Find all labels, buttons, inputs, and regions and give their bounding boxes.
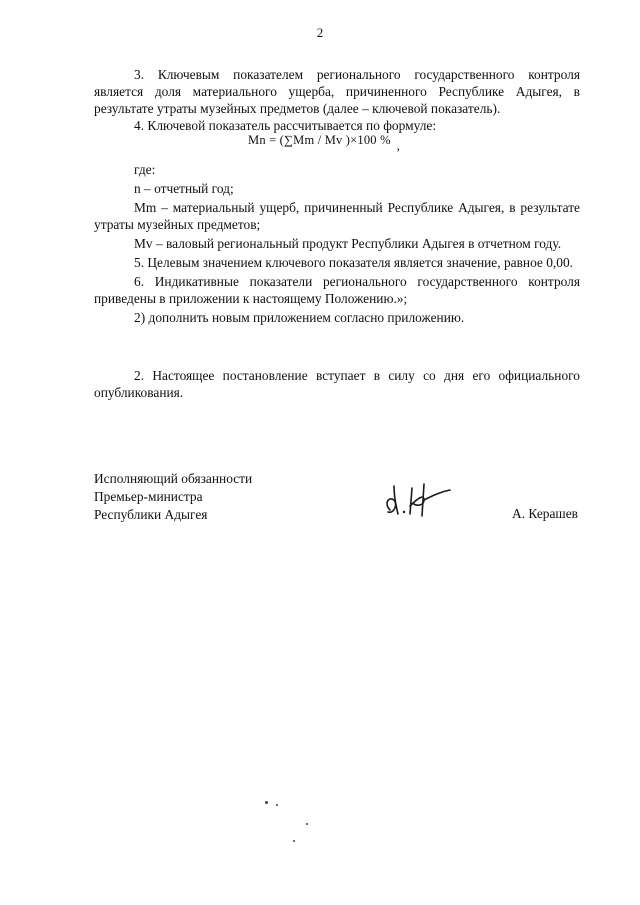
paragraph-4: 4. Ключевой показатель рассчитывается по формуле: bbox=[134, 118, 437, 133]
signatory-line-2: Премьер-министра bbox=[94, 489, 203, 504]
final-paragraph: 2. Настоящее постановление вступает в силу со дня его официального опубликования. bbox=[94, 368, 580, 400]
formula bbox=[248, 133, 401, 153]
definitions-block bbox=[94, 161, 580, 326]
scan-speck bbox=[265, 801, 268, 804]
signatory-name: А. Керашев bbox=[512, 506, 578, 521]
formula-comma: , bbox=[396, 139, 401, 153]
paragraph-3-4 bbox=[94, 66, 580, 134]
page-number: 2 bbox=[316, 25, 324, 40]
where-label: где: bbox=[134, 162, 156, 177]
formula-text: Мn = (∑Мm / Мv )×100 % bbox=[248, 133, 391, 147]
paragraph-3: 3. Ключевым показателем регионального государственного контроля является доля материального ущерба, причиненного Республике Адыгея, в результате утраты музейных предметов (далее – ключевой показатель). bbox=[94, 67, 580, 116]
signatory-line-3: Республики Адыгея bbox=[94, 507, 208, 522]
scan-speck bbox=[293, 840, 295, 842]
scan-speck bbox=[276, 804, 278, 806]
paragraph-5: 5. Целевым значением ключевого показателя является значение, равное 0,00. bbox=[134, 255, 573, 270]
signatory-line-1: Исполняющий обязанности bbox=[94, 471, 253, 486]
item-2: 2) дополнить новым приложением согласно приложению. bbox=[134, 310, 465, 325]
definition-mm: Мm – материальный ущерб, причиненный Республике Адыгея, в результате утраты музейных предметов; bbox=[94, 200, 580, 232]
paragraph-6: 6. Индикативные показатели регионального государственного контроля приведены в приложении к настоящему Положению.»; bbox=[94, 274, 580, 306]
signatory-title bbox=[94, 470, 252, 524]
final-paragraph-block bbox=[94, 367, 580, 401]
definition-mv: Мv – валовый региональный продукт Республики Адыгея в отчетном году. bbox=[134, 236, 562, 251]
handwritten-signature bbox=[380, 476, 460, 526]
scan-speck bbox=[306, 823, 308, 825]
definition-n: n – отчетный год; bbox=[134, 181, 234, 196]
